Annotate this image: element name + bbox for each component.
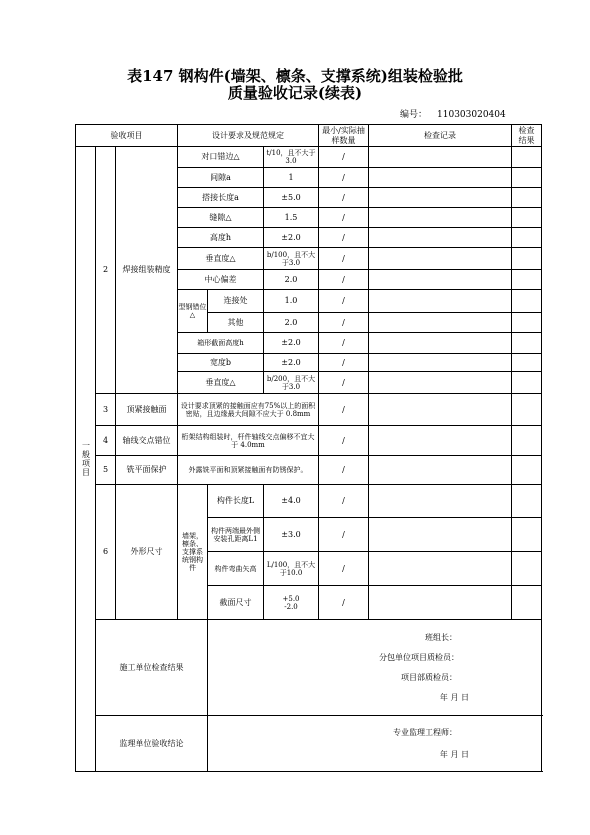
weld-result[interactable]: [512, 248, 542, 270]
item5-result[interactable]: [512, 456, 542, 485]
weld-result[interactable]: [512, 372, 542, 394]
item6-sample: /: [319, 552, 369, 586]
weld-record[interactable]: [369, 188, 512, 208]
item3-record[interactable]: [369, 394, 512, 426]
item5-req: 外露铣平面和顶紧接触面有防锈保护。: [178, 456, 319, 485]
form-title-line1: 表147 钢构件(墙架、檩条、支撑系统)组装检验批: [127, 67, 463, 85]
form-title-line2: 质量验收记录(续表): [227, 84, 363, 102]
item6-group: 墙架，檩条、支撑系统钢构件: [178, 485, 208, 620]
weld-record[interactable]: [369, 168, 512, 188]
weld-result[interactable]: [512, 354, 542, 372]
weld-record[interactable]: [369, 290, 512, 313]
weld-req: ±2.0: [264, 333, 319, 354]
item4-sample: /: [319, 426, 369, 456]
item6-record[interactable]: [369, 518, 512, 552]
item4-no: 4: [96, 426, 116, 456]
weld-sample: /: [319, 208, 369, 228]
code-label: 编号：: [400, 110, 428, 120]
weld-req: b/200，且不大于3.0: [264, 372, 319, 394]
weld-result[interactable]: [512, 228, 542, 248]
item4-record[interactable]: [369, 426, 512, 456]
weld-result[interactable]: [512, 313, 542, 333]
item6-item: 截面尺寸: [208, 586, 264, 620]
weld-result[interactable]: [512, 290, 542, 313]
item6-sample: /: [319, 518, 369, 552]
weld-result[interactable]: [512, 270, 542, 290]
supervision-label: 监理单位验收结论: [96, 716, 208, 772]
weld-req: 1.5: [264, 208, 319, 228]
item6-result[interactable]: [512, 586, 542, 620]
code-value: 110303020404: [437, 110, 506, 120]
weld-sample: /: [319, 354, 369, 372]
offset-sample: /: [319, 313, 369, 333]
weld-result[interactable]: [512, 188, 542, 208]
weld-sample: /: [319, 188, 369, 208]
weld-record[interactable]: [369, 248, 512, 270]
weld-req: ±2.0: [264, 228, 319, 248]
construction-date: 年 月 日: [439, 692, 469, 702]
weld-sample: /: [319, 270, 369, 290]
weld-item: 宽度b: [178, 354, 264, 372]
weld-result[interactable]: [512, 147, 542, 168]
weld-req: 2.0: [264, 270, 319, 290]
header-design: 设计要求及规范规定: [178, 125, 319, 147]
offset-label: 型钢错位△: [178, 290, 208, 333]
item6-req: +5.0 -2.0: [264, 586, 319, 620]
item3-result[interactable]: [512, 394, 542, 426]
offset-item: 连接处: [208, 290, 264, 313]
item5-no: 5: [96, 456, 116, 485]
item6-record[interactable]: [369, 552, 512, 586]
item6-record[interactable]: [369, 586, 512, 620]
item6-req: ±4.0: [264, 485, 319, 518]
weld-name: 焊接组装精度: [116, 147, 178, 394]
item4-name: 轴线交点错位: [116, 426, 178, 456]
weld-sample: /: [319, 372, 369, 394]
supervision-engineer-label: 专业监理工程师：: [393, 727, 457, 737]
weld-req: ±2.0: [264, 354, 319, 372]
supervision-signoff[interactable]: [208, 716, 542, 772]
sub-inspector-label: 分包单位项目质检员：: [379, 652, 459, 662]
item6-result[interactable]: [512, 518, 542, 552]
offset-req: 1.0: [264, 290, 319, 313]
item6-sample: /: [319, 586, 369, 620]
weld-req: t/10，且不大于3.0: [264, 147, 319, 168]
item5-name: 铣平面保护: [116, 456, 178, 485]
weld-item: 垂直度△: [178, 372, 264, 394]
header-record: 检查记录: [369, 125, 512, 147]
weld-sample: /: [319, 248, 369, 270]
supervision-date: 年 月 日: [439, 749, 469, 759]
weld-item: 垂直度△: [178, 248, 264, 270]
weld-item: 对口错边△: [178, 147, 264, 168]
construction-signoff[interactable]: [208, 620, 542, 716]
team-leader-label: 班组长：: [425, 632, 457, 642]
general-items-label: 一般项目: [76, 147, 96, 772]
weld-sample: /: [319, 228, 369, 248]
item6-sample: /: [319, 485, 369, 518]
weld-item: 搭接长度a: [178, 188, 264, 208]
header-item: 验收项目: [76, 125, 178, 147]
item5-record[interactable]: [369, 456, 512, 485]
item6-item: 构件弯曲矢高: [208, 552, 264, 586]
weld-record[interactable]: [369, 313, 512, 333]
project-inspector-label: 项目部质检员：: [401, 672, 457, 682]
item3-req: 设计要求顶紧的接触面应有75%以上的面积密贴，且边缘最大间隙不应大于 0.8mm: [178, 394, 319, 426]
weld-record[interactable]: [369, 354, 512, 372]
weld-record[interactable]: [369, 333, 512, 354]
offset-req: 2.0: [264, 313, 319, 333]
item6-record[interactable]: [369, 485, 512, 518]
item3-no: 3: [96, 394, 116, 426]
header-result: 检查结果: [512, 125, 542, 147]
item6-result[interactable]: [512, 552, 542, 586]
weld-record[interactable]: [369, 147, 512, 168]
weld-item: 缝隙△: [178, 208, 264, 228]
item3-name: 顶紧接触面: [116, 394, 178, 426]
item4-result[interactable]: [512, 426, 542, 456]
item6-result[interactable]: [512, 485, 542, 518]
item5-sample: /: [319, 456, 369, 485]
form-code: [400, 107, 506, 120]
weld-item: 间隙a: [178, 168, 264, 188]
weld-item: 高度h: [178, 228, 264, 248]
weld-record[interactable]: [369, 270, 512, 290]
weld-result[interactable]: [512, 208, 542, 228]
item6-no: 6: [96, 485, 116, 620]
weld-no: 2: [96, 147, 116, 394]
weld-sample: /: [319, 147, 369, 168]
item6-req: ±3.0: [264, 518, 319, 552]
weld-result[interactable]: [512, 168, 542, 188]
offset-sample: /: [319, 290, 369, 313]
header-sample: 最小/实际抽样数量: [319, 125, 369, 147]
weld-item: 中心偏差: [178, 270, 264, 290]
weld-req: b/100，且不大于3.0: [264, 248, 319, 270]
weld-record[interactable]: [369, 208, 512, 228]
weld-sample: /: [319, 168, 369, 188]
inspection-table: [75, 124, 542, 772]
item6-name: 外形尺寸: [116, 485, 178, 620]
weld-req: 1: [264, 168, 319, 188]
weld-req: ±5.0: [264, 188, 319, 208]
weld-sample: /: [319, 333, 369, 354]
weld-result[interactable]: [512, 333, 542, 354]
item6-item: 构件两端最外侧安装孔距离L1: [208, 518, 264, 552]
weld-item: 箱形截面高度h: [178, 333, 264, 354]
item4-req: 桁架结构组装时，杆件轴线交点偏移不宜大于 4.0mm: [178, 426, 319, 456]
weld-record[interactable]: [369, 372, 512, 394]
weld-record[interactable]: [369, 228, 512, 248]
item6-req: L/100，且不大于10.0: [264, 552, 319, 586]
item6-item: 构件长度L: [208, 485, 264, 518]
item3-sample: /: [319, 394, 369, 426]
offset-item: 其他: [208, 313, 264, 333]
construction-label: 施工单位检查结果: [96, 620, 208, 716]
